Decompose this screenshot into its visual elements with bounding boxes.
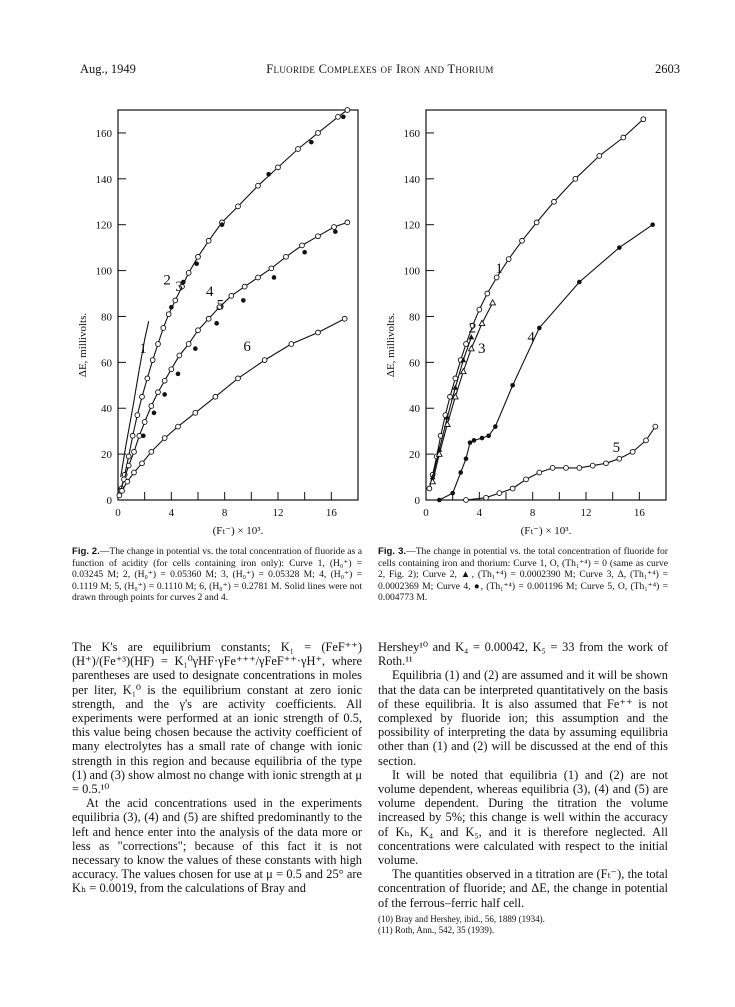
data-point xyxy=(120,488,125,493)
data-point xyxy=(266,172,271,177)
data-point xyxy=(485,291,490,296)
data-point xyxy=(276,165,281,170)
right-paragraph: Equilibria (1) and (2) are assumed and it will be shown that the data can be interpreted quantitatively on the basis of these equilibria. It is also assumed that Fe⁺⁺ is not complexed by fluoride ion; this assumption and the possibility of interpreting the data by assuming equilibria other than (1) and (2) will be discussed at the end of this section. xyxy=(378,668,668,768)
data-point xyxy=(145,376,150,381)
data-point xyxy=(617,456,622,461)
y-tick-label: 140 xyxy=(95,173,112,186)
data-point xyxy=(621,135,626,140)
series-1-line xyxy=(429,119,643,488)
data-point xyxy=(497,491,502,496)
data-point xyxy=(464,498,469,503)
data-point xyxy=(480,436,485,441)
data-point xyxy=(550,465,555,470)
data-point xyxy=(332,225,337,230)
data-point xyxy=(345,220,350,225)
data-point xyxy=(132,449,137,454)
y-tick-label: 80 xyxy=(101,311,112,324)
data-point xyxy=(213,394,218,399)
curve-label-5: 5 xyxy=(612,439,621,456)
data-point xyxy=(176,372,181,377)
data-point xyxy=(173,298,178,303)
footnote: (10) Bray and Hershey, ibid., 56, 1889 (1934). xyxy=(378,913,545,924)
x-tick-label: 16 xyxy=(633,507,645,519)
data-point xyxy=(140,461,145,466)
x-tick-label: 16 xyxy=(325,507,337,519)
data-point xyxy=(150,358,155,363)
data-point xyxy=(450,491,455,496)
data-point xyxy=(345,108,350,113)
data-point xyxy=(161,326,166,331)
y-tick-label: 60 xyxy=(409,357,420,370)
series-5-line xyxy=(466,427,655,500)
data-point xyxy=(206,316,211,321)
data-point xyxy=(126,454,131,459)
data-point xyxy=(590,463,595,468)
x-axis-label: (Fₜ⁻) × 10³. xyxy=(212,525,264,537)
header-page-number: 2603 xyxy=(655,62,680,76)
data-point xyxy=(186,270,191,275)
data-point xyxy=(469,346,475,351)
data-point xyxy=(336,114,341,119)
data-point xyxy=(506,257,511,262)
data-point xyxy=(229,293,234,298)
y-tick-label: 120 xyxy=(403,219,420,232)
data-point xyxy=(193,346,198,351)
data-point xyxy=(156,342,161,347)
data-point xyxy=(464,456,469,461)
figure-3-chart xyxy=(380,100,680,540)
footnote: (11) Roth, Ann., 542, 35 (1939). xyxy=(378,924,495,935)
data-point xyxy=(135,413,140,418)
data-point xyxy=(479,320,485,325)
data-point xyxy=(316,234,321,239)
y-tick-label: 80 xyxy=(409,311,420,324)
curve-label-1: 1 xyxy=(495,260,503,277)
data-point xyxy=(653,424,658,429)
data-point xyxy=(177,353,182,358)
series-4-line xyxy=(121,222,348,490)
curve-label-2: 2 xyxy=(468,320,477,337)
figure-2-caption-label: Fig. 2. xyxy=(72,546,100,557)
data-point xyxy=(644,438,649,443)
data-point xyxy=(193,410,198,415)
data-point xyxy=(484,495,489,500)
data-point xyxy=(296,147,301,152)
data-point xyxy=(126,463,131,468)
data-point xyxy=(477,307,482,312)
data-point xyxy=(300,243,305,248)
data-point xyxy=(604,461,609,466)
data-point xyxy=(206,238,211,243)
data-point xyxy=(333,229,338,234)
figure-2-chart xyxy=(72,100,372,540)
data-point xyxy=(342,316,347,321)
data-point xyxy=(641,117,646,122)
data-point xyxy=(152,411,157,416)
data-point xyxy=(137,433,142,438)
data-point xyxy=(520,238,525,243)
left-paragraph: At the acid concentrations used in the experiments equilibria (3), (4) and (5) are shifted predominantly to the left and hence enter into the analysis of the data more or less as "corrections"; because of this fact it is not necessary to know the values of these constants with high accuracy. The values chosen for use at μ = 0.5 and 25° are Kₕ = 0.0019, from the calculations of Bray and xyxy=(72,796,362,896)
y-tick-label: 120 xyxy=(95,219,112,232)
data-point xyxy=(269,266,274,271)
data-point xyxy=(534,220,539,225)
curve-label-1: 1 xyxy=(139,341,147,358)
x-tick-label: 12 xyxy=(580,507,592,519)
data-point xyxy=(241,298,246,303)
x-tick-label: 8 xyxy=(221,507,228,519)
data-point xyxy=(176,424,181,429)
data-point xyxy=(125,479,130,484)
y-tick-label: 40 xyxy=(409,403,420,416)
y-tick-label: 160 xyxy=(95,127,112,140)
data-point xyxy=(437,498,442,503)
data-point xyxy=(573,176,578,181)
data-point xyxy=(141,433,146,438)
running-header xyxy=(80,62,680,78)
data-point xyxy=(472,438,477,443)
data-point xyxy=(132,470,137,475)
curve-label-4: 4 xyxy=(527,329,535,346)
y-tick-label: 0 xyxy=(414,495,420,507)
data-point xyxy=(486,433,491,438)
figure-3-caption-body: —The change in potential vs. the total concentration of fluoride for cells containing iron and thorium: Curve 1, O, (Th₁⁺⁴) = 0 (same as curve 2, Fig. 2); Curve 2, ▲, (Th₁⁺⁴) = 0.0002390 M; Curve 3, Δ, (Th₁⁺⁴) = 0.0002369 M; Curve 4, ●, (Th₁⁺⁴) = 0.001196 M; Curve 5, O, (Th₁⁺⁴) = 0.004773 M. xyxy=(378,546,668,604)
x-tick-label: 4 xyxy=(168,507,175,519)
data-point xyxy=(162,436,167,441)
data-point xyxy=(537,326,542,331)
data-point xyxy=(524,477,529,482)
data-point xyxy=(236,204,241,209)
data-point xyxy=(262,358,267,363)
y-tick-label: 140 xyxy=(403,173,420,186)
data-point xyxy=(149,449,154,454)
data-point xyxy=(140,394,145,399)
data-point xyxy=(214,321,219,326)
data-point xyxy=(130,433,135,438)
data-point xyxy=(316,131,321,136)
data-point xyxy=(617,245,622,250)
curve-label-5: 5 xyxy=(216,297,225,314)
x-tick-label: 0 xyxy=(115,507,121,519)
x-tick-label: 0 xyxy=(423,507,429,519)
data-point xyxy=(220,222,225,227)
figure-3-caption-label: Fig. 3. xyxy=(378,546,407,557)
x-axis-label: (Fₜ⁻) × 10³. xyxy=(520,525,572,537)
data-point xyxy=(537,470,542,475)
data-point xyxy=(256,183,261,188)
data-point xyxy=(166,312,171,317)
data-point xyxy=(630,449,635,454)
data-point xyxy=(149,404,154,409)
data-point xyxy=(316,330,321,335)
data-point xyxy=(169,305,174,310)
right-paragraph: Hershey¹⁰ and K₄ = 0.00042, K₅ = 33 from the work of Roth.¹¹ xyxy=(378,640,668,669)
data-point xyxy=(162,378,167,383)
data-point xyxy=(461,369,467,374)
x-tick-label: 8 xyxy=(529,507,536,519)
y-tick-label: 100 xyxy=(95,265,112,278)
right-column xyxy=(378,640,668,936)
data-point xyxy=(272,275,277,280)
curve-label-4: 4 xyxy=(206,283,214,300)
data-point xyxy=(196,254,201,259)
y-tick-label: 0 xyxy=(106,495,112,507)
data-point xyxy=(256,275,261,280)
data-point xyxy=(448,394,453,399)
data-point xyxy=(169,367,174,372)
data-point xyxy=(196,328,201,333)
data-point xyxy=(302,250,307,255)
data-point xyxy=(464,342,469,347)
right-paragraph: The quantities observed in a titration are (Fₜ⁻), the total concentration of fluoride; and ΔE, the change in potential of the ferrous–ferric half cell. xyxy=(378,867,668,910)
y-tick-label: 160 xyxy=(403,127,420,140)
data-point xyxy=(493,424,498,429)
x-tick-label: 4 xyxy=(476,507,483,519)
y-tick-label: 60 xyxy=(101,357,112,370)
data-point xyxy=(194,261,199,266)
x-tick-label: 12 xyxy=(272,507,284,519)
left-paragraph: The K's are equilibrium constants; K₁ = (FeF⁺⁺)(H⁺)/(Fe⁺³)(HF) = K₁⁰γHF·γFe⁺⁺⁺/γFeF⁺⁺·γH⁺, where parentheses are used to designate concentrations in moles per liter, K₁⁰ is the equilibrium constant at zero ionic strength, and the γ's are activity coefficients. All experiments were performed at an ionic strength of 0.5, this value being chosen because the activity coefficient of many electrolytes has a small rate of change with ionic strength in this region and because equilibria of the type (1) and (3) show almost no change with ionic strength at μ = 0.5.¹⁰ xyxy=(72,640,362,797)
y-tick-label: 20 xyxy=(409,449,420,462)
data-point xyxy=(289,342,294,347)
data-point xyxy=(186,342,191,347)
data-point xyxy=(597,153,602,158)
y-tick-label: 40 xyxy=(101,403,112,416)
data-point xyxy=(577,465,582,470)
header-title: Fluoride Complexes of Iron and Thorium xyxy=(266,62,494,76)
data-point xyxy=(117,493,122,498)
data-point xyxy=(162,392,167,397)
curve-label-3: 3 xyxy=(175,279,183,296)
curve-label-2: 2 xyxy=(163,272,171,289)
right-paragraph: It will be noted that equilibria (1) and (2) are not volume dependent, whereas equilibria (3), (4) and (5) are volume dependent. During the titration the volume increased by 5%; this change is well within the accuracy of Kₕ, K₄ and K₅, and it is therefore neglected. All concentrations were calculated with respect to the initial volume. xyxy=(378,767,668,868)
data-point xyxy=(284,254,289,259)
plot-frame xyxy=(426,110,666,500)
y-tick-label: 100 xyxy=(403,265,420,278)
data-point xyxy=(242,284,247,289)
data-point xyxy=(309,140,314,145)
header-date: Aug., 1949 xyxy=(80,62,136,76)
y-axis-label: ΔE, millivolts. xyxy=(77,312,89,378)
data-point xyxy=(341,115,346,120)
series-2-line xyxy=(121,110,347,489)
data-point xyxy=(510,383,515,388)
y-tick-label: 20 xyxy=(101,449,112,462)
figure-3-caption xyxy=(378,546,668,604)
curve-label-6: 6 xyxy=(243,338,251,355)
data-point xyxy=(577,280,582,285)
data-point xyxy=(236,376,241,381)
figure-2-caption xyxy=(72,546,362,604)
data-point xyxy=(552,199,557,204)
data-point xyxy=(458,470,463,475)
figure-2-caption-body: —The change in potential vs. the total concentration of fluoride as a function of acidity (for cells containing iron only): Curve 1, (H₀⁺) = 0.03245 M; 2, (H₀⁺) = 0.05360 M; 3, (H₀⁺) = 0.05328 M; 4, (H₀⁺) = 0.1119 M; 5, (H₀⁺) = 0.1110 M; 6, (H₀⁺) = 0.2781 M. Solid lines were not drawn through points for curves 2 and 4. xyxy=(72,546,363,604)
data-point xyxy=(650,222,655,227)
data-point xyxy=(468,440,473,445)
data-point xyxy=(156,390,161,395)
plot-frame xyxy=(118,110,358,500)
data-point xyxy=(510,486,515,491)
data-point xyxy=(427,486,432,491)
data-point xyxy=(564,465,569,470)
curve-label-3: 3 xyxy=(478,341,486,358)
data-point xyxy=(490,300,496,305)
left-column xyxy=(72,640,362,896)
y-axis-label: ΔE, millivolts. xyxy=(385,312,397,378)
data-point xyxy=(142,420,147,425)
